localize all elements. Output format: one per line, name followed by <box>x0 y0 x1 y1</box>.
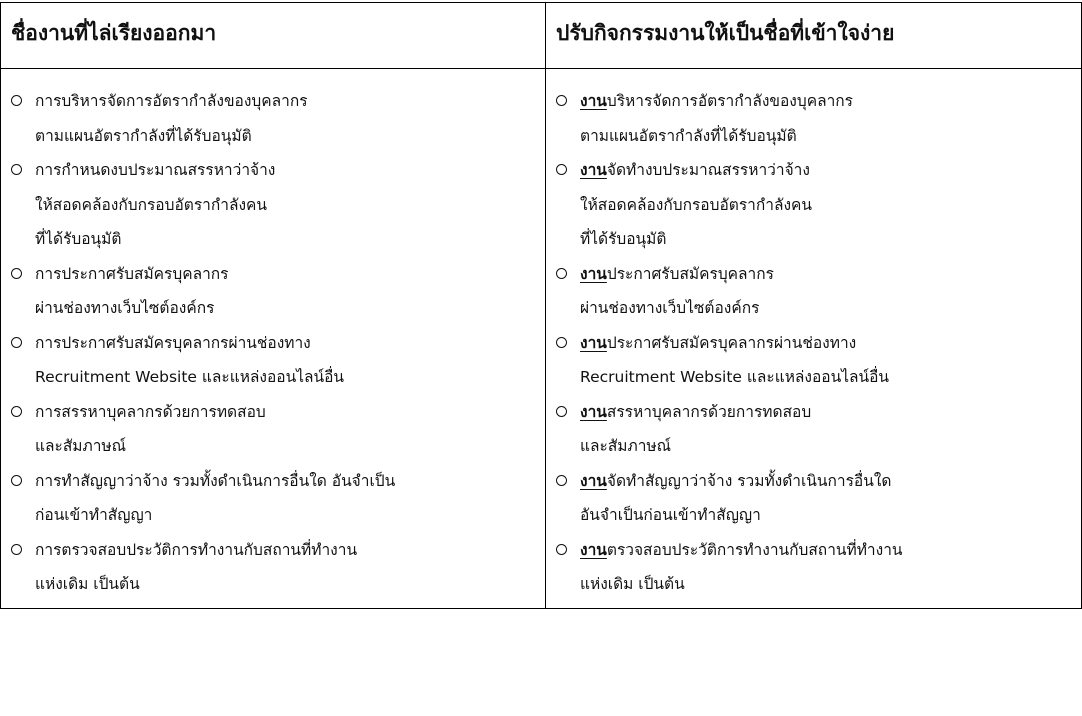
list-item-first-line <box>556 153 1081 188</box>
bullet-circle-icon <box>11 337 22 348</box>
item-text: อันจำเป็นก่อนเข้าทำสัญญา <box>580 506 761 524</box>
task-prefix: งาน <box>580 540 607 559</box>
table-row <box>1 326 1082 395</box>
bullet-circle-icon <box>11 95 22 106</box>
original-task-cell <box>1 257 546 326</box>
list-item-continuation <box>11 222 545 257</box>
list-item-continuation <box>556 498 1081 533</box>
header-right-label: ปรับกิจกรรมงานให้เป็นชื่อที่เข้าใจง่าย <box>556 21 895 45</box>
list-item-first-line <box>11 395 545 430</box>
renamed-task-cell <box>546 326 1082 395</box>
renamed-task-cell <box>546 464 1082 533</box>
original-task-cell <box>1 395 546 464</box>
item-text: และสัมภาษณ์ <box>580 437 672 455</box>
item-text: การประกาศรับสมัครบุคลากรผ่านช่องทาง <box>35 333 311 352</box>
task-prefix: งาน <box>580 264 607 283</box>
list-item-continuation <box>11 119 545 154</box>
item-text: ผ่านช่องทางเว็บไซต์องค์กร <box>580 299 760 317</box>
list-item-first-line <box>11 153 545 188</box>
list-item-continuation <box>11 498 545 533</box>
list-item-first-line <box>11 326 545 361</box>
bullet-circle-icon <box>11 544 22 555</box>
original-task-cell <box>1 533 546 609</box>
renamed-task-cell <box>546 395 1082 464</box>
list-item-continuation <box>556 360 1081 395</box>
list-item-continuation <box>556 429 1081 464</box>
list-item-first-line <box>556 84 1081 119</box>
original-task-cell <box>1 153 546 257</box>
renamed-task-cell <box>546 257 1082 326</box>
list-item-continuation <box>11 567 545 602</box>
list-item-continuation <box>11 360 545 395</box>
bullet-circle-icon <box>556 475 567 486</box>
task-prefix: งาน <box>580 402 607 421</box>
table-body <box>1 69 1082 609</box>
item-text: ที่ได้รับอนุมัติ <box>580 230 667 248</box>
item-text: สรรหาบุคลากรด้วยการทดสอบ <box>606 402 812 421</box>
list-item-continuation <box>556 222 1081 257</box>
item-text: ตามแผนอัตรากำลังที่ได้รับอนุมัติ <box>580 126 797 145</box>
list-item-continuation <box>11 429 545 464</box>
item-text: ตรวจสอบประวัติการทำงานกับสถานที่ทำงาน <box>606 540 903 559</box>
item-text: การกำหนดงบประมาณสรรหาว่าจ้าง <box>35 161 276 179</box>
item-text: และสัมภาษณ์ <box>35 437 127 455</box>
list-item-first-line <box>556 533 1081 568</box>
list-item-continuation <box>556 567 1081 602</box>
item-text: ให้สอดคล้องกับกรอบอัตรากำลังคน <box>580 195 812 214</box>
list-item-first-line <box>11 257 545 292</box>
list-item-first-line <box>556 464 1081 499</box>
task-prefix: งาน <box>580 161 607 179</box>
item-text: จัดทำงบประมาณสรรหาว่าจ้าง <box>606 161 810 179</box>
bullet-circle-icon <box>556 337 567 348</box>
original-task-cell <box>1 326 546 395</box>
list-item-first-line <box>11 533 545 568</box>
table-row <box>1 395 1082 464</box>
table-row <box>1 257 1082 326</box>
bullet-circle-icon <box>556 95 567 106</box>
task-prefix: งาน <box>580 471 607 490</box>
item-text: ก่อนเข้าทำสัญญา <box>35 506 153 524</box>
bullet-circle-icon <box>556 544 567 555</box>
renamed-task-cell <box>546 153 1082 257</box>
list-item-first-line <box>11 464 545 499</box>
bullet-circle-icon <box>556 406 567 417</box>
comparison-table <box>0 2 1082 609</box>
table-header-row <box>1 3 1082 69</box>
header-left-label: ชื่องานที่ไล่เรียงออกมา <box>11 21 217 45</box>
item-text: การสรรหาบุคลากรด้วยการทดสอบ <box>35 402 266 421</box>
item-text: ตามแผนอัตรากำลังที่ได้รับอนุมัติ <box>35 126 252 145</box>
bullet-circle-icon <box>11 475 22 486</box>
list-item-continuation <box>556 119 1081 154</box>
item-text: ประกาศรับสมัครบุคลากรผ่านช่องทาง <box>606 333 857 352</box>
bullet-circle-icon <box>11 164 22 175</box>
list-item-continuation <box>556 188 1081 223</box>
item-text: การตรวจสอบประวัติการทำงานกับสถานที่ทำงาน <box>35 540 358 559</box>
list-item-continuation <box>11 291 545 326</box>
list-item-first-line <box>556 326 1081 361</box>
item-text: ประกาศรับสมัครบุคลากร <box>606 264 774 283</box>
item-text: ผ่านช่องทางเว็บไซต์องค์กร <box>35 299 215 317</box>
task-prefix: งาน <box>580 333 607 352</box>
bullet-circle-icon <box>11 268 22 279</box>
item-text: จัดทำสัญญาว่าจ้าง รวมทั้งดำเนินการอื่นใด <box>606 471 892 490</box>
list-item-continuation <box>11 188 545 223</box>
item-text: แห่งเดิม เป็นต้น <box>580 575 685 593</box>
task-prefix: งาน <box>580 92 607 110</box>
list-item-first-line <box>11 84 545 119</box>
list-item-continuation <box>556 291 1081 326</box>
table-row <box>1 533 1082 609</box>
item-text: การประกาศรับสมัครบุคลากร <box>35 264 229 283</box>
item-text: ที่ได้รับอนุมัติ <box>35 230 122 248</box>
item-text: แห่งเดิม เป็นต้น <box>35 575 140 593</box>
renamed-task-cell <box>546 69 1082 154</box>
item-text: ให้สอดคล้องกับกรอบอัตรากำลังคน <box>35 195 267 214</box>
renamed-task-cell <box>546 533 1082 609</box>
table-row <box>1 153 1082 257</box>
table-row <box>1 69 1082 154</box>
item-text: การบริหารจัดการอัตรากำลังของบุคลากร <box>35 92 308 110</box>
table-row <box>1 464 1082 533</box>
bullet-circle-icon <box>556 164 567 175</box>
bullet-circle-icon <box>556 268 567 279</box>
item-text: การทำสัญญาว่าจ้าง รวมทั้งดำเนินการอื่นใด อันจำเป็น <box>35 471 396 490</box>
list-item-first-line <box>556 395 1081 430</box>
item-text: บริหารจัดการอัตรากำลังของบุคลากร <box>606 92 853 110</box>
original-task-cell <box>1 69 546 154</box>
item-text: Recruitment Website และแหล่งออนไลน์อื่น <box>35 368 344 386</box>
original-task-cell <box>1 464 546 533</box>
header-cell-left <box>1 3 546 69</box>
header-cell-right <box>546 3 1082 69</box>
item-text: Recruitment Website และแหล่งออนไลน์อื่น <box>580 368 889 386</box>
bullet-circle-icon <box>11 406 22 417</box>
list-item-first-line <box>556 257 1081 292</box>
